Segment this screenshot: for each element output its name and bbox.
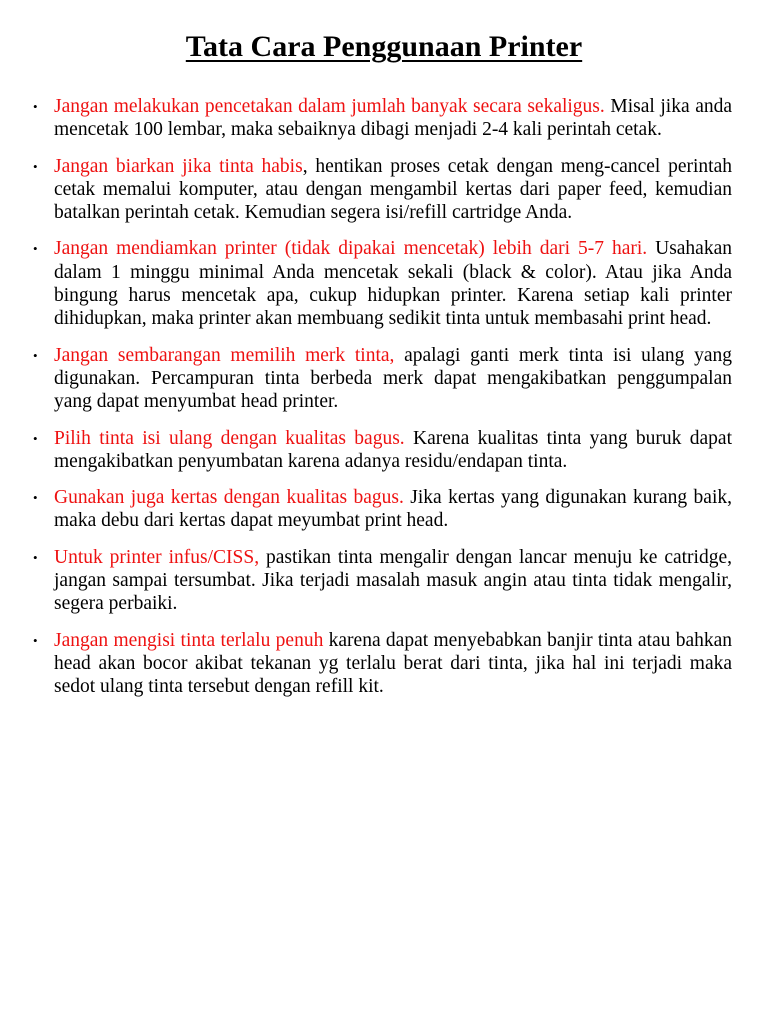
item-body: Misal jika anda mencetak 100 lembar, maka sebaiknya dibagi menjadi 2-4 kali perintah cetak.: [54, 96, 733, 141]
list-item-4: [0, 344, 768, 414]
item-body: Karena kualitas tinta yang buruk dapat mengakibatkan penyumbatan karena adanya residu/endapan tinta.: [54, 427, 732, 472]
item-highlight: Pilih tinta isi ulang dengan kualitas bagus.: [54, 427, 405, 449]
bullet-icon: •: [33, 632, 38, 648]
list-item-3: [0, 237, 768, 330]
item-highlight: Untuk printer infus/CISS,: [54, 546, 260, 568]
item-body: pastikan tinta mengalir dengan lancar menuju ke catridge, jangan sampai tersumbat. Jika terjadi masalah masuk angin atau tinta tidak mengalir, segera perbaiki.: [54, 546, 732, 615]
list-item-1: [0, 95, 768, 142]
bullet-icon: •: [33, 99, 38, 114]
bullet-icon: •: [33, 347, 38, 363]
tips-list: [0, 95, 768, 712]
item-body: karena dapat menyebabkan banjir tinta atau bahkan head akan bocor akibat tekanan yg terlalu berat dari tinta, jika hal ini terjadi maka sedot ulang tinta tersebut dengan refill kit.: [54, 629, 733, 698]
list-item-7: [0, 546, 768, 616]
item-highlight: Jangan mendiamkan printer (tidak dipakai mencetak) lebih dari 5-7 hari.: [54, 238, 648, 260]
bullet-icon: •: [33, 241, 38, 257]
bullet-icon: •: [33, 430, 38, 446]
item-body: Jika kertas yang digunakan kurang baik, maka debu dari kertas dapat meyumbat print head.: [54, 487, 732, 532]
item-highlight: Jangan mengisi tinta terlalu penuh: [54, 629, 324, 651]
list-item-2: [0, 155, 768, 225]
item-highlight: Jangan sembarangan memilih merk tinta,: [54, 344, 395, 366]
list-item-8: [0, 629, 768, 699]
bullet-icon: •: [33, 490, 38, 506]
item-highlight: Jangan biarkan jika tinta habis: [54, 155, 303, 177]
item-highlight: Gunakan juga kertas dengan kualitas bagus.: [54, 487, 404, 509]
list-item-5: [0, 427, 768, 474]
page-title: Tata Cara Penggunaan Printer: [185, 30, 583, 63]
bullet-icon: •: [33, 158, 38, 174]
item-body: apalagi ganti merk tinta isi ulang yang digunakan. Percampuran tinta berbeda merk dapat mengakibatkan penggumpalan yang dapat menyumbat head printer.: [54, 344, 732, 413]
item-body: Usahakan dalam 1 minggu minimal Anda mencetak sekali (black & color). Atau jika Anda bingung harus mencetak apa, cukup hidupkan printer. Karena setiap kali printer dihidupkan, maka printer akan membuang sedikit tinta untuk membasahi print head.: [54, 238, 732, 330]
item-highlight: Jangan melakukan pencetakan dalam jumlah banyak secara sekaligus.: [54, 96, 605, 117]
list-item-6: [0, 486, 768, 533]
bullet-icon: •: [33, 549, 38, 565]
item-body: , hentikan proses cetak dengan meng-cancel perintah cetak memalui komputer, atau dengan mengambil kertas dari paper feed, kemudian batalkan perintah cetak. Kemudian segera isi/refill cartridge Anda.: [54, 155, 732, 224]
